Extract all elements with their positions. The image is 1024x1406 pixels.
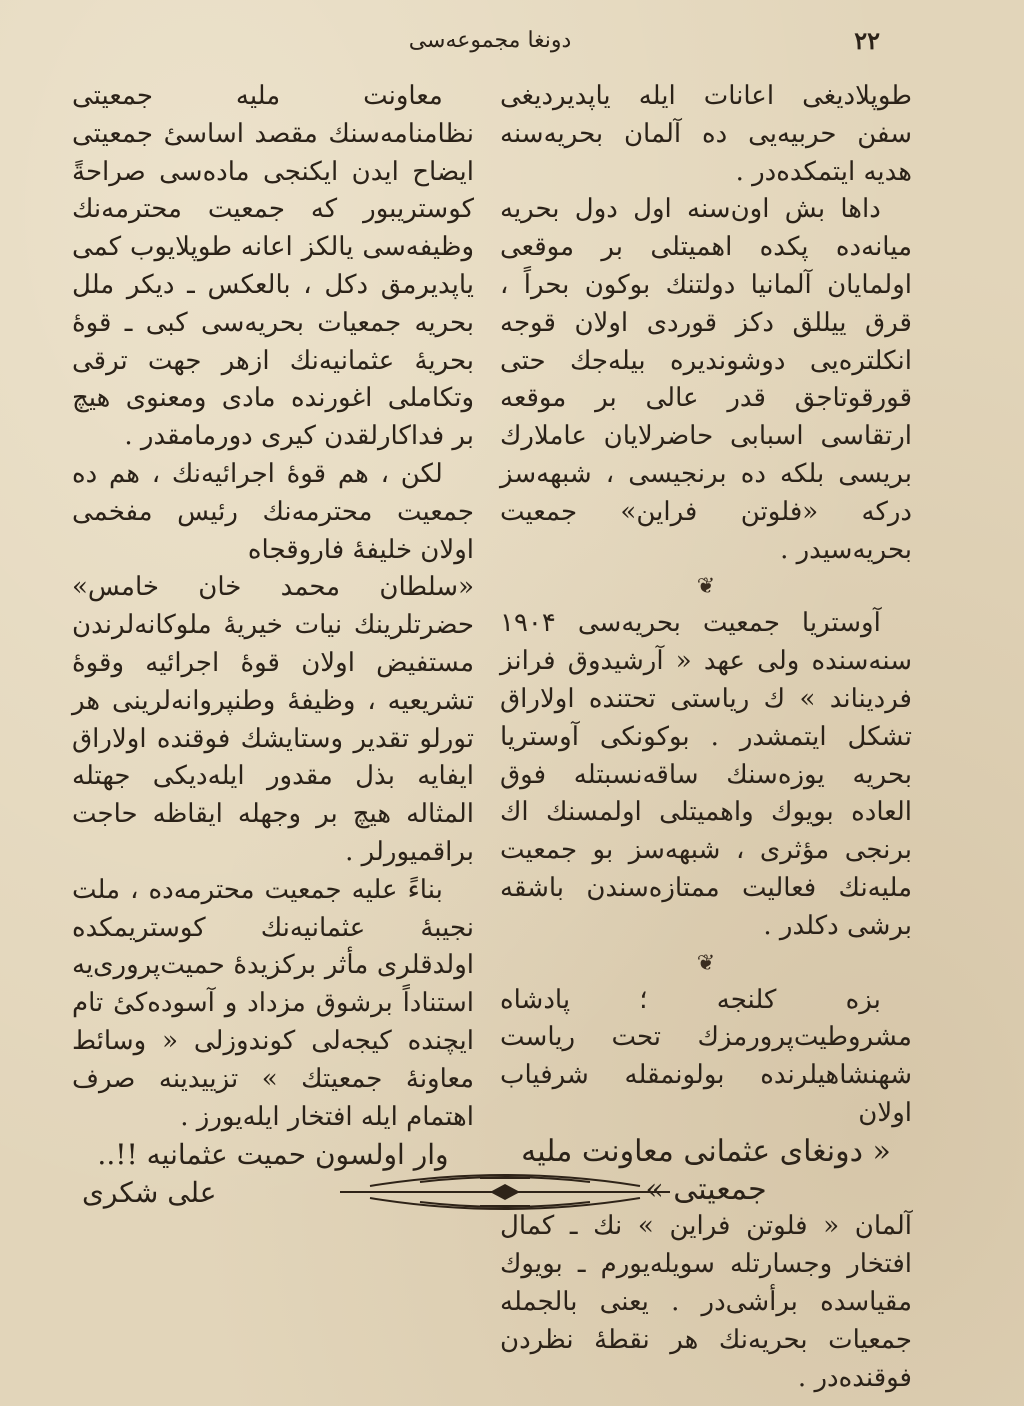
left-column — [72, 78, 474, 1212]
paragraph: آلمان « فلوتن فراین » نك ـ کمال افتخار وجسارتله سویله‌یورم ـ بویوك مقیاسده برأشی‌در . یعنی بالجمله جمعیات بحریه‌نك هر نقطهٔ نظردن فوقنده‌در . — [500, 1211, 912, 1393]
paragraph: بزه کلنجه ؛ پادشاه مشروطیت‌پرورمزك تحت ریاست شهنشاهیلرنده بولونمقله شرفیاب اولان — [500, 984, 912, 1128]
fleuron-icon: ❦ — [696, 574, 716, 600]
paragraph: معاونت ملیه جمعیتی نظامنامه‌سنك مقصد اساسیٔ جمعیتی ایضاح ایدن ایکنجی ماده‌سی صراحةً کوستریبور که جمعیت محترمه‌نك وظیفه‌سی یالکز اعانه طوپلایوب کمی یاپدیرمق دکل ، بالعکس ـ دیکر ملل بحریه جمعیات بحریه‌سی کبی ـ قوهٔ بحریهٔ عثمانیه‌نك ازهر جهت ترقی وتکاملی اغورنده مادی ومعنوی هیچ بر فداکارلقدن کیری دورمامقدر . — [72, 81, 474, 452]
running-title: دونغا مجموعه‌سی — [408, 28, 572, 53]
paragraph: بناءً علیه جمعیت محترمه‌ده ، ملت نجیبهٔ عثمانیه‌نك کوستریمکده اولدقلری مأثر برکزیدهٔ حمیت‌پروری‌یه استناداً برشوق مزداد و آسوده‌کیٔ تام ایچنده کیجه‌لی کوندوزلی « وسائط معاونهٔ جمعیتك » تزییدینه صرف اهتمام ایله افتخار ایله‌یورز . — [72, 874, 474, 1132]
paragraph: آوستریا جمعیت بحریه‌سی ۱۹۰۴ سنه‌سنده ولی عهد « آرشیدوق فرانز فردیناند » ك ریاستی تحتنده اولاراق تشکل ایتمشدر . بوکونکی آوستریا بحریه‌ یوزه‌سنك ساقه‌نسبتله فوق العاده بویوك واهمیتلی اولمسنك اك برنجی مؤثری ، شبهه‌سز بو جمعیت ملیه‌نك فعالیت ممتازه‌سندن باشقه برشی دکلدر . — [500, 608, 912, 941]
paragraph: «سلطان محمد خان خامس» حضرتلرینك نیات خیریهٔ ملوکانه‌لرندن مستفیض اولان قوهٔ اجرائیه وقوهٔ تشریعیه ، وظیفهٔ وطنپروانه‌لرینی هر تورلو تقدیر وستایشك فوقنده اولاراق ایفایه بذل مقدور ایله‌دیکی جهتله المثاله هیچ بر وجهله ایقاظه حاجت براقمیورلر . — [72, 572, 474, 867]
page-header — [70, 18, 910, 62]
ornamental-divider-icon — [330, 1160, 680, 1224]
society-name-title: « دونغای عثمانی معاونت ملیه جمعیتی » — [521, 1133, 891, 1207]
closing-line: وار اولسون حمیت عثمانیه !!.. — [97, 1138, 449, 1172]
paragraph: داها بش اون‌سنه اول دول بحریه میانه‌ده پکده اهمیتلی بر موقعی اولمایان آلمانیا دولتنك بوکون بحراً ، قرق ییللق دکز قوردی اولان قوجه انکلتره‌یی دوشوندیره بیله‌جك حتی قورقوتاجق قدر عالی بر موقعه ارتقاسی اسبابی حاضرلایان عاملارك بریسی بلکه ده برنجیسی ، شبهه‌سز درکه «فلوتن فراین» جمعیت بحریه‌سیدر . — [500, 194, 912, 565]
page-number: ۲۲ — [854, 26, 880, 55]
paragraph: لکن ، هم قوهٔ اجرائیه‌نك ، هم ده جمعیت محترمه‌نك رئیس مفخمی اولان خلیفهٔ فاروقجاه — [72, 458, 474, 565]
author-signature: علی شکری — [82, 1176, 217, 1210]
paragraph: طوپلادیغی اعانات ایله یاپدیردیغی سفن حربیه‌یی ده آلمان بحریه‌سنه هدیه ایتمکده‌در . — [500, 81, 912, 187]
fleuron-icon: ❦ — [696, 950, 716, 976]
